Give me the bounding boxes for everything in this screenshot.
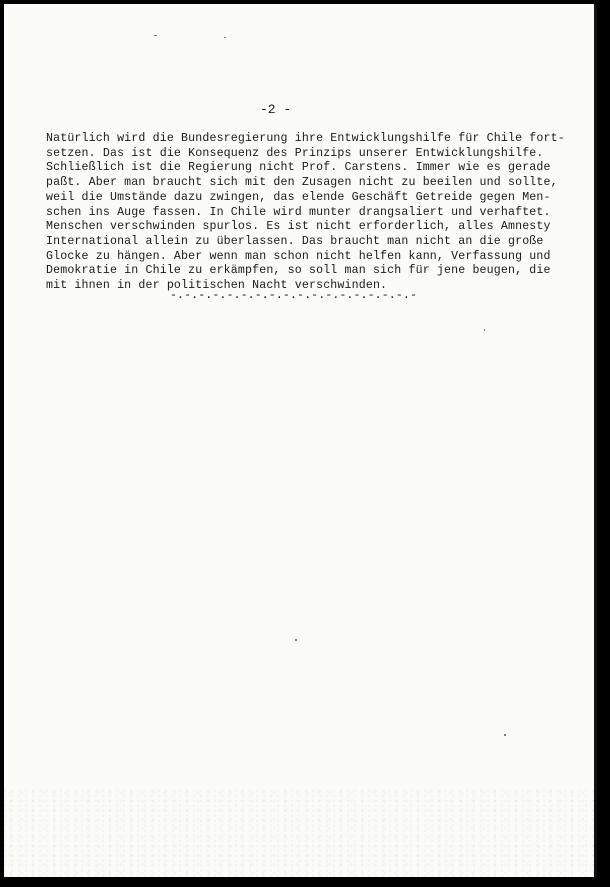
text-line: Schließlich ist die Regierung nicht Prof. Carstens. Immer wie es gerade (46, 161, 551, 175)
text-line: Menschen verschwinden spurlos. Es ist nicht erforderlich, alles Amnesty (46, 220, 551, 234)
document-page (4, 4, 597, 877)
text-line: schen ins Auge fassen. In Chile wird munter drangsaliert und verhaftet. (46, 205, 551, 219)
text-line: setzen. Das ist die Konsequenz des Prinzips unserer Entwicklungshilfe. (46, 146, 544, 160)
text-line: Glocke zu hängen. Aber wenn man schon nicht helfen kann, Verfassung und (46, 249, 551, 263)
scan-noise (4, 787, 594, 877)
scan-speck (154, 35, 157, 36)
scan-speck (484, 329, 485, 331)
separator-line: -.-.-.-.-.-.-.-.-.-.-.-.-.-.-.-.-.- (170, 289, 418, 302)
page-number: -2 - (260, 102, 292, 117)
text-line: paßt. Aber man braucht sich mit den Zusagen nicht zu beeilen und sollte, (46, 176, 558, 190)
scan-speck (504, 734, 506, 736)
scan-speck (295, 639, 297, 641)
text-line: Demokratie in Chile zu erkämpfen, so soll man sich für jene beugen, die (46, 264, 551, 278)
text-line: weil die Umstände dazu zwingen, das elende Geschäft Getreide gegen Men- (46, 190, 551, 204)
body-paragraph (46, 132, 586, 294)
scan-speck (224, 37, 226, 38)
text-line: International allein zu überlassen. Das braucht man nicht an die große (46, 234, 544, 248)
text-line: Natürlich wird die Bundesregierung ihre Entwicklungshilfe für Chile fort- (46, 132, 565, 145)
text-line: mit ihnen in der politischen Nacht verschwinden. (46, 279, 388, 293)
